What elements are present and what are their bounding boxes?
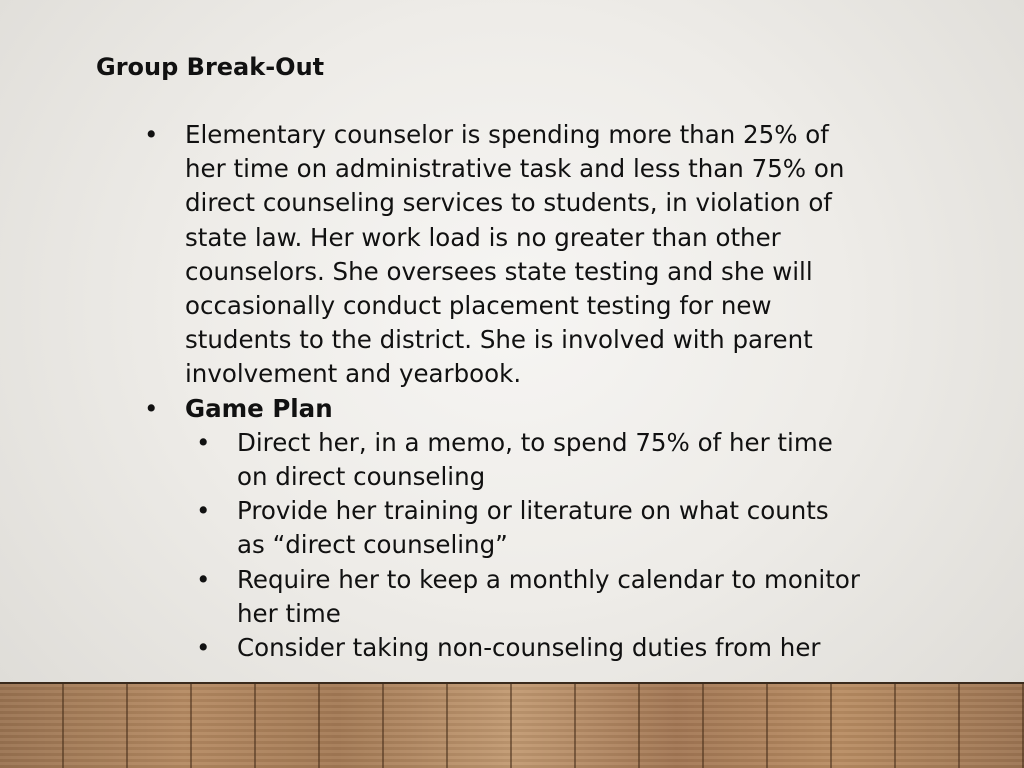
sub-bullet-marker: • xyxy=(196,564,211,594)
sub-bullet-text: Provide her training or literature on what counts as “direct counseling” xyxy=(237,496,829,560)
sub-bullet-text: Consider taking non-counseling duties from her xyxy=(237,633,821,663)
sub-bullet-marker: • xyxy=(196,496,211,526)
sub-bullet-marker: • xyxy=(196,633,211,663)
sub-bullet-text: Require her to keep a monthly calendar to monitor her time xyxy=(237,564,860,628)
bullet-list xyxy=(144,118,864,665)
bullet-marker: • xyxy=(144,393,159,423)
bullet-item-game-plan xyxy=(144,392,864,426)
bullet-marker: • xyxy=(144,120,159,149)
sub-bullet-item xyxy=(196,494,864,562)
game-plan-heading: Game Plan xyxy=(185,393,333,423)
slide-title: Group Break-Out xyxy=(96,53,325,81)
sub-bullet-text: Direct her, in a memo, to spend 75% of her time on direct counseling xyxy=(237,427,833,492)
sub-bullet-item xyxy=(196,426,864,494)
bullet-item xyxy=(144,118,864,392)
sub-bullet-item xyxy=(196,631,864,665)
sub-bullet-item xyxy=(196,563,864,631)
bullet-text: Elementary counselor is spending more than 25% of her time on administrative task and less than 75% on direct counseling services to students, in violation of state law. Her work load is no greater than other counselors. She oversees state testing and she will occasionally conduct placement testing for new students to the district. She is involved with parent involvement and yearbook. xyxy=(185,120,845,389)
sub-bullet-marker: • xyxy=(196,427,211,457)
